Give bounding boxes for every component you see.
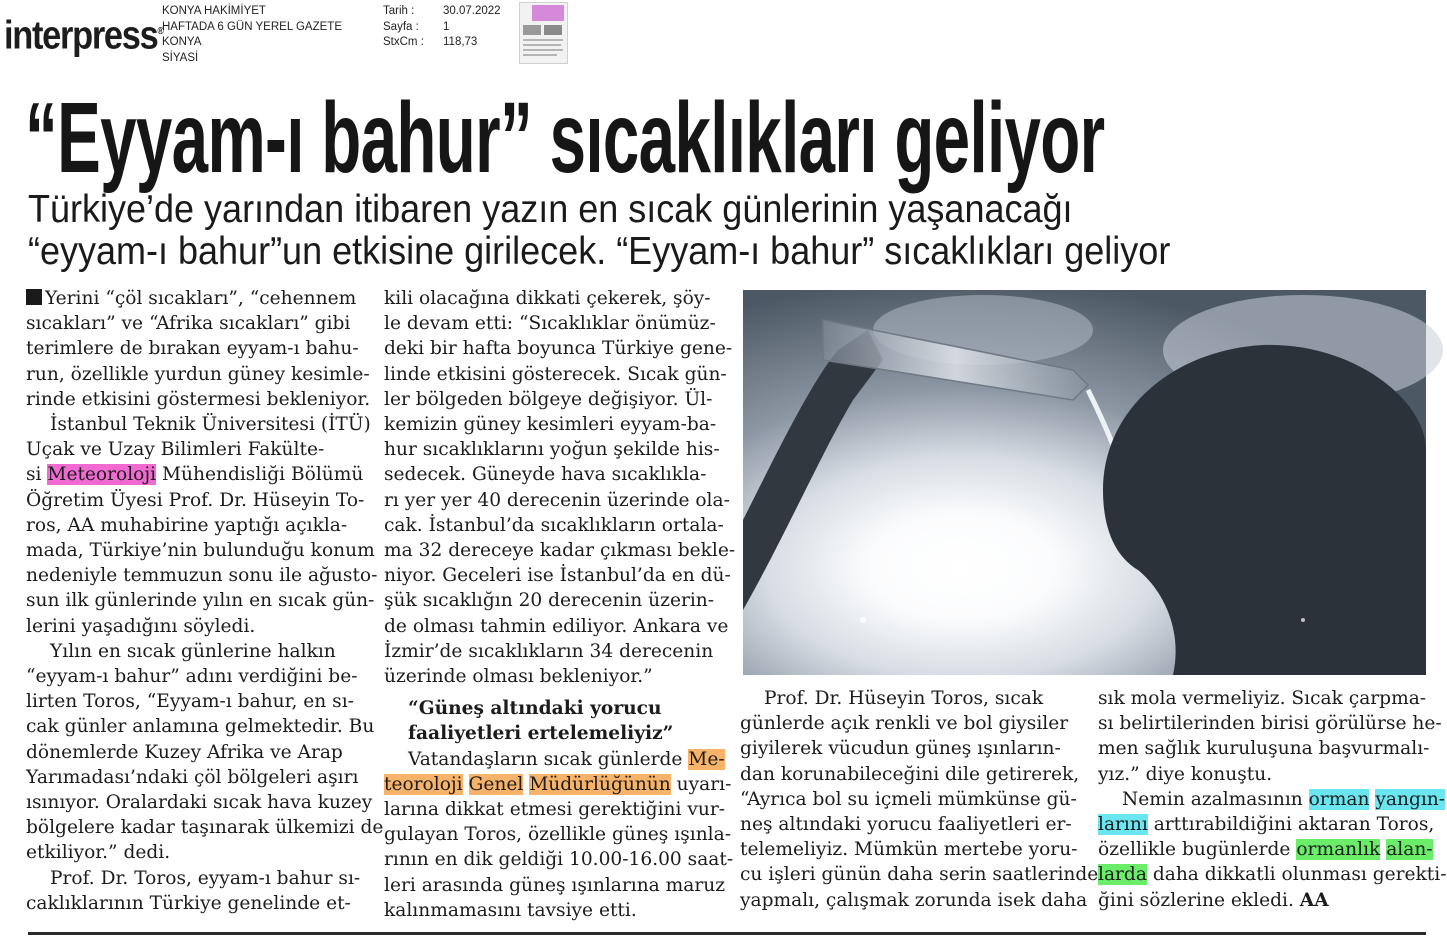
registered-mark: ® [157, 26, 164, 37]
text-line: İstanbul Teknik Üniversitesi (İTÜ) [50, 414, 371, 436]
publication-city: KONYA [162, 36, 202, 48]
text-column-2 [384, 286, 736, 923]
thumbnail-block [532, 5, 564, 21]
page-row [383, 20, 501, 36]
text-line: dönemlerde Kuzey Afrika ve Arap [26, 741, 343, 763]
text-line: Öğretim Üyesi Prof. Dr. Hüseyin To- [26, 489, 365, 511]
text-line: rinde etkisini göstermesi bekleniyor. [26, 388, 371, 410]
bottom-divider [28, 932, 1426, 935]
man-drinking-water-photo [743, 290, 1426, 675]
keyword-highlight: Meteoroloji [47, 464, 157, 486]
text-line: Vatandaşların sıcak günlerde Me- [408, 748, 725, 770]
news-agency-signature: AA [1299, 889, 1329, 911]
text-line: gulayan Toros, özellikle güneş ışınla- [384, 824, 731, 846]
date-row [383, 4, 501, 20]
text-line: etkiliyor.” dedi. [26, 842, 171, 864]
date-value: 30.07.2022 [443, 5, 501, 17]
keyword-highlight: teoroloji [384, 773, 463, 795]
logo-text: interpress [4, 13, 158, 58]
text-line: rının en dik geldiği 10.00-16.00 saat- [384, 849, 734, 871]
keyword-highlight: ormanlık [1296, 839, 1381, 861]
text-line: cak. İstanbul’da sıcaklıkların ortala- [384, 514, 724, 536]
text-line: si Meteoroloji Mühendisliği Bölümü [26, 464, 364, 486]
stxcm-label: StxCm : [383, 36, 424, 48]
water-droplet [860, 617, 866, 623]
article-headline: “Eyyam-ı bahur” sıcaklıkları geliyor [25, 82, 1105, 194]
text-line: larını arttırabildiğini aktaran Toros, [1098, 814, 1435, 836]
text-line: “Ayrıca bol su içmeli mümkünse gü- [740, 788, 1077, 810]
publication-name: KONYA HAKİMİYET [162, 5, 266, 17]
interpress-logo [4, 6, 164, 61]
text-line: giyilerek vücudun güneş ışınların- [740, 738, 1061, 760]
text-line: Yılın en sıcak günlerine halkın [50, 640, 336, 662]
text-line: sedecek. Güneyde hava sıcaklıkla- [384, 464, 707, 486]
text-line: ısınıyor. Oralardaki sıcak hava kuzey [26, 792, 373, 814]
text-line: sık mola vermeliyiz. Sıcak çarpma- [1098, 688, 1427, 709]
text-line: bölgelere kadar taşınarak ülkemizi de [26, 817, 384, 839]
paragraph-square-icon [26, 289, 42, 305]
page-thumbnail[interactable] [519, 2, 568, 64]
text-line: sıcakları” ve “Afrika sıcakları” gibi [26, 313, 351, 335]
text-line: Prof. Dr. Hüseyin Toros, sıcak [764, 688, 1044, 709]
text-line: caklıklarının Türkiye genelinde et- [26, 892, 351, 914]
water-droplet [1301, 618, 1305, 622]
page-value: 1 [443, 20, 450, 33]
text-line: nedeniyle temmuzun sonu ile ağusto- [26, 565, 378, 587]
text-line: run, özellikle yurdun güney kesimle- [26, 363, 370, 385]
text-line: mada, Türkiye’nin bulunduğu konum [26, 540, 375, 562]
page-label: Sayfa : [383, 20, 419, 33]
text-line: le devam etti: “Sıcaklıklar önümüz- [384, 313, 716, 335]
text-line: teoroloji Genel Müdürlüğünün uyarı- [384, 773, 732, 795]
text-column-3 [740, 686, 1099, 913]
keyword-highlight: larını [1098, 814, 1148, 836]
text-line: sı belirtilerinden birisi görülürse he- [1098, 713, 1442, 735]
text-line: Uçak ve Uzay Bilimleri Fakülte- [26, 439, 325, 461]
text-line: terimlere de bırakan eyyam-ı bahu- [26, 338, 359, 360]
text-line: men sağlık kuruluşuna başvurmalı- [1098, 738, 1430, 760]
keyword-highlight: orman [1308, 788, 1370, 810]
text-line: Yerini “çöl sıcakları”, “cehennem [26, 286, 358, 311]
text-line: dan korunabileceğini dile getirerek, [740, 763, 1080, 785]
text-line: “eyyam-ı bahur” adını verdiğini be- [26, 666, 358, 688]
text-line: larda daha dikkatli olunması gerekti- [1098, 864, 1447, 886]
text-line: sun ilk günlerinde yılın en sıcak gün- [26, 590, 375, 612]
article-subhead [28, 189, 1170, 273]
date-label: Tarih : [383, 5, 415, 17]
thumbnail-line [523, 54, 557, 56]
keyword-highlight: alan- [1386, 839, 1433, 861]
text-line: Yarımadası’ndaki çöl bölgeleri aşırı [26, 766, 359, 788]
stxcm-row [383, 35, 501, 51]
text-line: rı yer yer 40 derecenin üzerinde ola- [384, 489, 730, 511]
text-line: ler bölgeden bölgeye değişiyor. Ül- [384, 388, 713, 410]
text-line: lerini yaşadığını söyledi. [26, 615, 256, 637]
keyword-highlight: yangın- [1375, 788, 1446, 810]
text-line: kalınmamasını tavsiye etti. [384, 899, 637, 921]
subhead-line: Türkiye’de yarından itibaren yazın en sıcak günlerinin yaşanacağı [28, 188, 1073, 231]
section-subheading: “Güneş altındaki yorucu [408, 698, 662, 720]
text-line: günlerde açık renkli ve bol giysiler [740, 713, 1069, 735]
text-line: larına dikkat etmesi gerektiğini vur- [384, 799, 726, 821]
text-line: yız.” diye konuştu. [1098, 763, 1273, 785]
publication-category: SİYASİ [162, 51, 199, 64]
text-line: deki bir hafta boyunca Türkiye gene- [384, 338, 733, 360]
text-line: ma 32 dereceye kadar çıkması bekle- [384, 540, 736, 562]
section-subheading: faaliyetleri ertelemeliyiz” [408, 723, 674, 745]
thumbnail-line [523, 44, 561, 46]
text-line: Prof. Dr. Toros, eyyam-ı bahur sı- [50, 867, 361, 889]
keyword-highlight: Genel [468, 773, 524, 795]
text-line: üzerinde olması bekleniyor.” [384, 666, 653, 688]
text-line: hur sıcaklıklarını yoğun şekilde his- [384, 439, 720, 461]
text-line: İzmir’de sıcaklıkların 34 derecenin [384, 640, 714, 662]
keyword-highlight: Me- [688, 748, 725, 770]
text-line: şük sıcaklığın 20 derecenin üzerin- [384, 590, 715, 612]
text-line: neş altındaki yorucu faaliyetleri er- [740, 814, 1072, 836]
keyword-highlight: Müdürlüğünün [529, 773, 671, 795]
text-line: ros, AA muhabirine yaptığı açıkla- [26, 514, 348, 536]
text-line: niyor. Geceleri ise İstanbul’da en dü- [384, 565, 731, 587]
publication-frequency: HAFTADA 6 GÜN YEREL GAZETE [162, 20, 342, 33]
text-line: linde etkisini gösterecek. Sıcak gün- [384, 363, 727, 385]
publication-meta [162, 4, 342, 66]
text-line: ğini sözlerine ekledi. AA [1098, 889, 1329, 911]
text-line: Nemin azalmasının orman yangın- [1122, 788, 1446, 810]
text-line: lirten Toros, “Eyyam-ı bahur, en sı- [26, 691, 354, 713]
text-line: leri arasında güneş ışınlarına maruz [384, 874, 726, 896]
keyword-highlight: larda [1098, 864, 1147, 886]
text-line: cu işleri günün daha serin saatlerinde [740, 864, 1099, 886]
stxcm-value: 118,73 [443, 36, 478, 48]
text-line: telemeliyiz. Mümkün mertebe yoru- [740, 839, 1078, 861]
text-column-4 [1098, 686, 1447, 913]
text-line: kemizin güney kesimleri eyyam-ba- [384, 414, 717, 436]
thumbnail-line [523, 39, 563, 41]
subhead-line: “eyyam-ı bahur”un etkisine girilecek. “Eyyam-ı bahur” sıcaklıkları geliyor [28, 230, 1171, 273]
text-line: yapmalı, çalışmak zorunda isek daha [740, 889, 1088, 911]
thumbnail-block [523, 25, 541, 35]
clipping-meta [383, 4, 501, 51]
text-line: özellikle bugünlerde ormanlık alan- [1098, 839, 1433, 861]
text-line: de olması tahmin ediliyor. Ankara ve [384, 615, 729, 637]
text-column-1 [26, 286, 384, 916]
thumbnail-line [523, 49, 563, 51]
thumbnail-block [544, 25, 562, 35]
text-line: cak günler anlamına gelmektedir. Bu [26, 716, 375, 738]
text-line: kili olacağına dikkati çekerek, şöy- [384, 288, 711, 309]
